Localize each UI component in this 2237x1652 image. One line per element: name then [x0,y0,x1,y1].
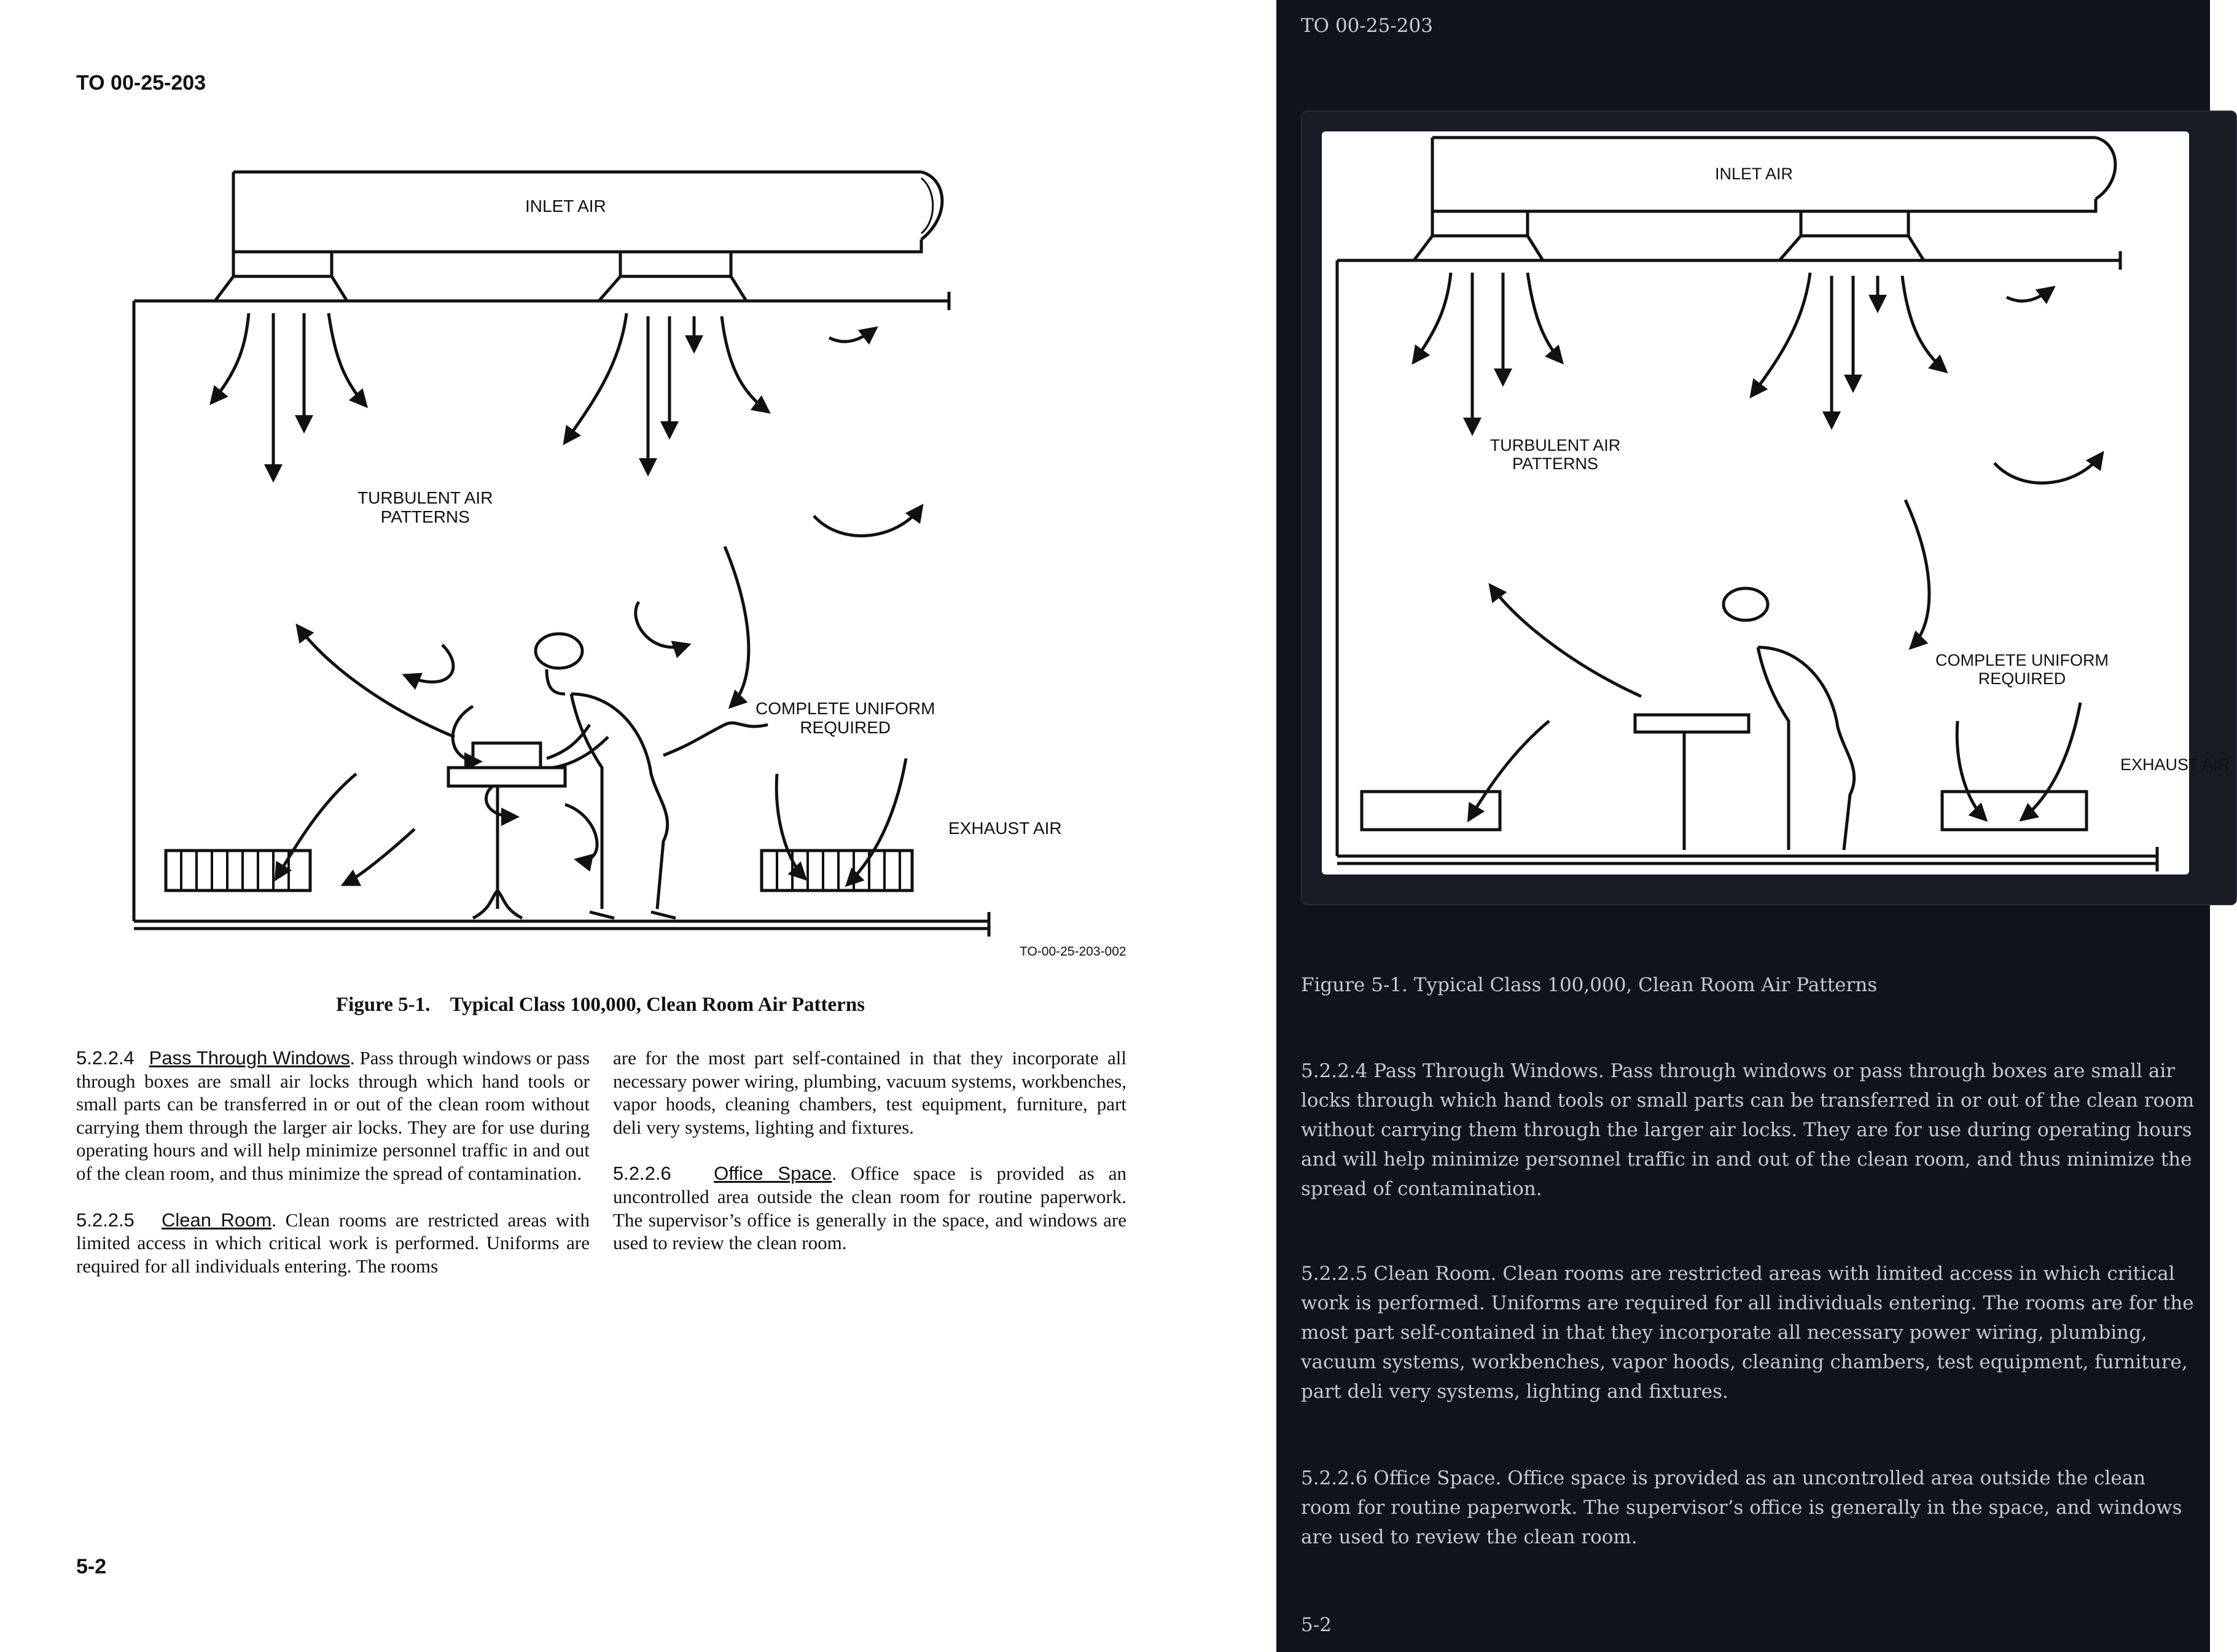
label-uniform-line2: REQUIRED [800,718,891,737]
section-body: . Clean rooms are restricted areas with limited access in which critical work is performed. Uniforms are required for all individuals entering. The rooms [76,1209,590,1277]
figure-id: TO-00-25-203-002 [1020,945,1126,959]
paragraph-5-2-2-5-continued: are for the most part self-contained in that they incorporate all necessary power wiring, plumbing, vacuum systems, workbenches, vapor hoods, cleaning chambers, test equipment, furniture, part deli very systems, lighting and fixtures. [613,1047,1126,1138]
label-inlet-air: INLET AIR [525,197,606,216]
section-number: 5.2.2.4 [76,1047,135,1069]
label-turbulent-line1: TURBULENT AIR [357,488,493,507]
page-header: TO 00-25-203 [76,71,206,95]
reader-paragraph-5-2-2-6: 5.2.2.6 Office Space. Office space is provided as an uncontrolled area outside the clean room for routine paperwork. The supervisor’s office is generally in the space, and windows are used to review the clean room. [1301,1467,2182,1548]
reader-label-turbulent-2: PATTERNS [1512,454,1599,473]
label-uniform [755,699,935,737]
paragraph-5-2-2-5 [76,1209,590,1278]
reader-page-number: 5-2 [1301,1614,1332,1636]
section-title: Clean Room [161,1209,272,1231]
reader-label-turbulent-1: TURBULENT AIR [1489,436,1621,454]
reader-label-uniform-2: REQUIRED [1978,669,2066,688]
section-body: . Pass through windows or pass through boxes are small air locks through which hand tools or small parts can be transferred in or out of the clean room without carrying them through the larger air locks. They are for use during operating hours and will help minimize personnel traffic in and out of the clean room, and thus minimize the spread of contamination. [76,1047,590,1184]
section-number: 5.2.2.6 [613,1163,671,1185]
label-exhaust-air: EXHAUST AIR [948,819,1062,838]
reader-paragraph-5-2-2-4: 5.2.2.4 Pass Through Windows. Pass through windows or pass through boxes are small air locks through which hand tools or small parts can be transferred in or out of the clean room without carrying them through the larger air locks. They are for use during operating hours and will help minimize personnel traffic in and out of the clean room, and thus minimize the spread of contamination. [1301,1060,2195,1200]
text-column-left [76,1046,590,1301]
reader-figure-drawing [1322,131,2230,875]
paragraph-5-2-2-6 [613,1162,1126,1254]
reader-label-inlet: INLET AIR [1715,165,1794,183]
section-title: Office Space [714,1163,832,1185]
reader-label-exhaust: EXHAUST AIR [2120,755,2230,774]
label-uniform-line1: COMPLETE UNIFORM [755,699,935,718]
figure-caption-number: Figure 5-1. [335,994,431,1016]
text-column-right [613,1046,1126,1278]
section-title: Pass Through Windows [149,1047,350,1069]
label-turbulent-line2: PATTERNS [380,507,470,526]
reader-figure-caption: Figure 5-1. Typical Class 100,000, Clean Room Air Patterns [1301,974,1878,996]
figure-caption [0,994,1201,1016]
section-body: . Office space is provided as an uncontrolled area outside the clean room for routine paperwork. The supervisor’s office is generally in the space, and windows are used to review the clean room. [613,1163,1127,1254]
section-number: 5.2.2.5 [76,1209,135,1231]
reader-paragraph-5-2-2-5: 5.2.2.5 Clean Room. Clean rooms are restricted areas with limited access in which critical work is performed. Uniforms are required for all individuals entering. The rooms are for the most part self-contained in that they incorporate all necessary power wiring, plumbing, vacuum systems, workbenches, vapor hoods, cleaning chambers, test equipment, furniture, part deli very systems, lighting and fixtures. [1301,1263,2194,1403]
reader-figure-card[interactable] [1301,111,2237,905]
label-turbulent [357,488,493,526]
reader-header: TO 00-25-203 [1301,15,1433,37]
reader-figure-image [1322,131,2230,875]
figure-caption-title: Typical Class 100,000, Clean Room Air Patterns [450,994,865,1016]
reader-panel[interactable] [1276,0,2230,1652]
paragraph-5-2-2-4 [76,1046,590,1185]
page-number: 5-2 [76,1555,107,1578]
reader-label-uniform-1: COMPLETE UNIFORM [1935,651,2109,669]
